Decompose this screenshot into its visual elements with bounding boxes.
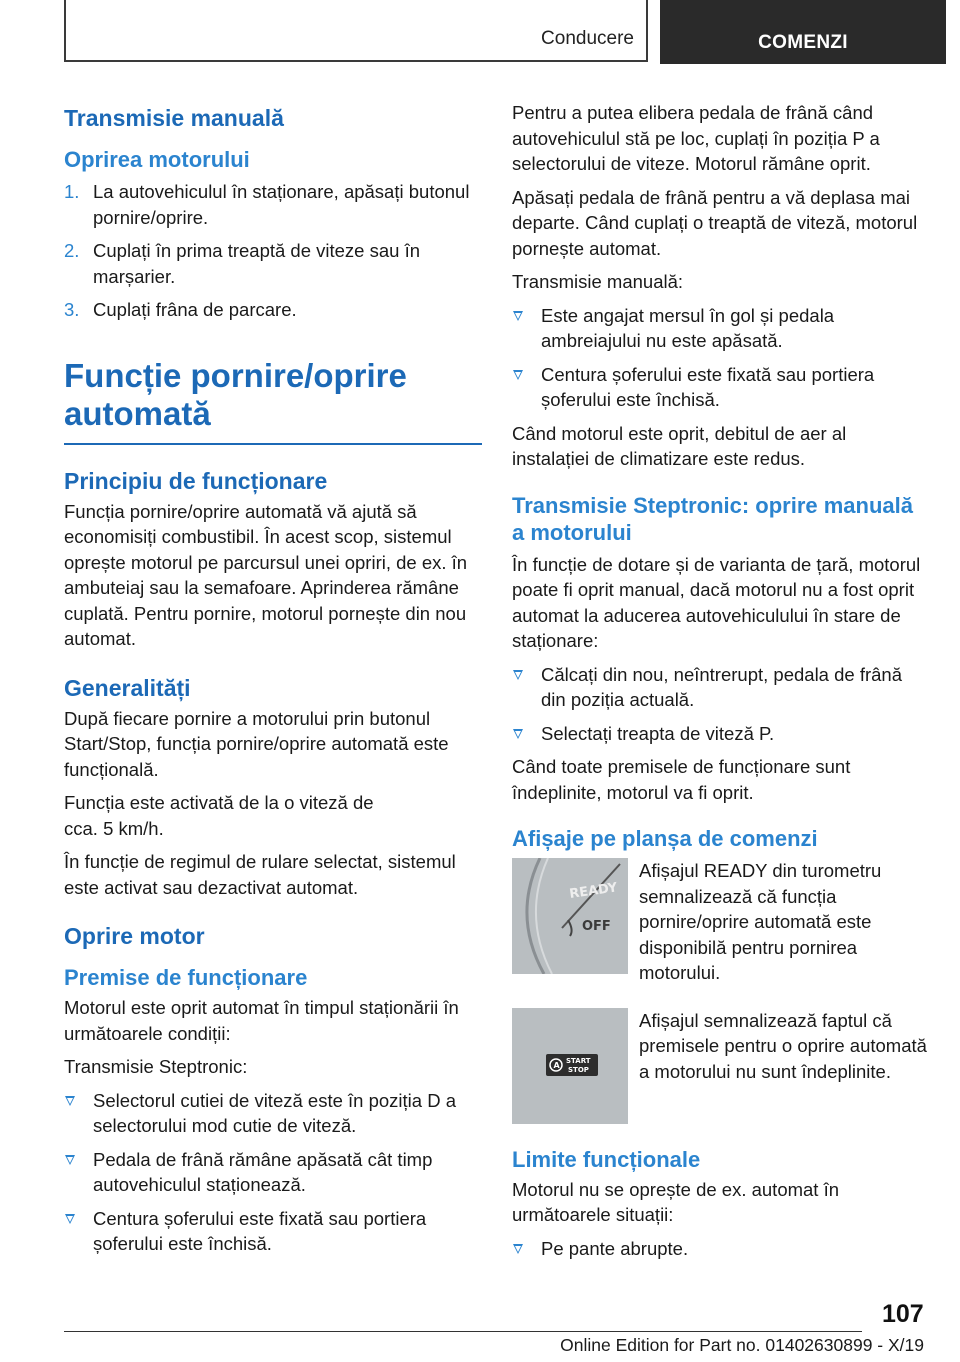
bullet-text: Pedala de frână rămâne apăsată cât timp autovehiculul staționează.: [93, 1148, 433, 1195]
list-triangle-icon: [513, 670, 523, 680]
list-item: [64, 238, 482, 289]
figure-ready-caption: [639, 858, 928, 986]
paragraph-generalitati-3: În funcție de regimul de rulare selectat, sistemul este activat sau dezactivat automat.: [64, 851, 456, 898]
paragraph-indeplinite: Când toate premisele de funcționare sunt îndeplinite, motorul va fi oprit.: [512, 756, 851, 803]
ready-label: READY: [568, 880, 619, 902]
list-item: [64, 1206, 482, 1257]
list-triangle-icon: [65, 1214, 75, 1224]
stop-label: STOP: [568, 1065, 589, 1074]
list-item: [64, 1088, 482, 1139]
bullet-text: Selectorul cutiei de viteză este în poziția D a selectorului mod cutie de viteză.: [93, 1089, 456, 1136]
paragraph-intro: Pentru a putea elibera pedala de frână când autovehiculul stă pe loc, cuplați în poziția P a selectorului de viteze. Motorul rămâne oprit.: [512, 102, 880, 174]
heading-steptronic-manual: Transmisie Steptronic: oprire manuală a motorului: [512, 492, 914, 545]
heading-transmisie-manuala: Transmisie manuală: [64, 105, 284, 131]
paragraph-generalitati-1: După fiecare pornire a motorului prin butonul Start/Stop, funcția pornire/oprire automată este funcțională.: [64, 707, 449, 780]
paragraph-steptronic-label: Transmisie Steptronic:: [64, 1056, 248, 1077]
page-number: 107: [882, 1300, 924, 1328]
bullet-text: Selectați treapta de viteză P.: [541, 722, 775, 744]
off-label: OFF: [582, 919, 611, 934]
figure-warning-text: Afișajul semnalizează faptul că premisele pentru o oprire automată a motorului nu sunt îndeplinite.: [639, 1009, 927, 1082]
bullet-text: Călcați din nou, neîntrerupt, pedala de frână din poziția actuală.: [541, 663, 902, 710]
list-item: [512, 721, 928, 747]
header-frame: [64, 0, 648, 62]
bullet-list-limite: [512, 1236, 928, 1262]
bullet-list-steptronic: [64, 1088, 482, 1257]
footer-edition: Online Edition for Part no. 01402630899 - X/19: [560, 1335, 924, 1355]
list-triangle-icon: [65, 1096, 75, 1106]
heading-oprire-motor: Oprire motor: [64, 923, 205, 949]
bullet-list-steptronic-stop: [512, 662, 928, 747]
paragraph-principiu: Funcția pornire/oprire automată vă ajută să economisiți combustibil. În acest scop, sistemul oprește motorul pe parcursul unei opriri, de ex. în ambuteiaj sau la semafoare. Aprinderea rămâne cuplată. Pentru pornire, motorul pornește din nou automat.: [64, 500, 468, 649]
start-stop-illustration: [512, 1008, 628, 1124]
header-section-title: Conducere: [541, 28, 634, 49]
list-item: [64, 179, 482, 230]
bullet-text: Pe pante abrupte.: [541, 1237, 689, 1259]
list-item: [64, 1147, 482, 1198]
step-number: 3.: [64, 299, 80, 320]
paragraph-limite: Motorul nu se oprește de ex. automat în următoarele situații:: [512, 1178, 840, 1225]
heading-oprirea-motorului: Oprirea motorului: [64, 147, 250, 172]
step-text: Cuplați în prima treaptă de viteze sau în marșarier.: [93, 240, 421, 287]
paragraph-steptronic: În funcție de dotare și de varianta de țară, motorul poate fi oprit manual, dacă motorul nu a fost oprit automat la aducerea autovehiculului în stare de staționare:: [512, 553, 921, 651]
tachometer-ready-display: [512, 858, 628, 974]
heading-principiu: Principiu de funcționare: [64, 467, 328, 494]
list-triangle-icon: [65, 1155, 75, 1165]
paragraph-generalitati-2: Funcția este activată de la o viteză de cca. 5 km/h.: [64, 792, 374, 839]
list-triangle-icon: [513, 729, 523, 739]
left-column: [64, 100, 482, 1265]
list-item: [512, 662, 928, 713]
step-text: Cuplați frâna de parcare.: [93, 299, 297, 320]
bullet-text: Este angajat mersul în gol și pedala ambreiajului nu este apăsată.: [541, 304, 835, 351]
list-triangle-icon: [513, 1244, 523, 1254]
bullet-text: Centura șoferului este fixată sau portiera șoferului este închisă.: [541, 363, 875, 410]
tachometer-illustration: [512, 858, 628, 974]
list-item: [512, 303, 928, 354]
svg-text:A: A: [553, 1060, 560, 1070]
heading-premise: Premise de funcționare: [64, 965, 308, 990]
list-item: [512, 1236, 928, 1262]
paragraph-premise: Motorul este oprit automat în timpul staționării în următoarele condiții:: [64, 997, 459, 1044]
list-item: [512, 362, 928, 413]
step-text: La autovehiculul în staționare, apăsați butonul pornire/oprire.: [93, 181, 470, 228]
list-triangle-icon: [513, 370, 523, 380]
footer-divider: [64, 1331, 862, 1332]
list-triangle-icon: [513, 311, 523, 321]
figure-ready-display: [512, 858, 928, 986]
figure-warning-caption: [639, 1008, 928, 1124]
figure-start-stop-warning: [512, 1008, 928, 1124]
heading-limite: Limite funcționale: [512, 1146, 701, 1172]
bullet-text: Centura șoferului este fixată sau portiera șoferului este închisă.: [93, 1207, 427, 1254]
step-number: 1.: [64, 181, 80, 202]
start-stop-warning-display: [512, 1008, 628, 1124]
paragraph-deplasa: Apăsați pedala de frână pentru a vă deplasa mai departe. Când cuplați o treaptă de viteză, motorul pornește automat.: [512, 186, 918, 259]
heading-afisaje: Afișaje pe planșa de comenzi: [512, 826, 818, 851]
chapter-title: Funcție pornire/oprire automată: [64, 357, 482, 445]
paragraph-manual-label: Transmisie manuală:: [512, 271, 684, 292]
paragraph-climatizare: Când motorul este oprit, debitul de aer al instalației de climatizare este redus.: [512, 422, 847, 469]
header-chapter-tab: COMENZI: [660, 0, 946, 64]
heading-generalitati: Generalități: [64, 674, 191, 701]
figure-ready-text: Afișajul READY din turometru semnalizează că funcția pornire/oprire automată este disponibilă pentru pornirea motorului.: [639, 860, 882, 983]
bullet-list-manual: [512, 303, 928, 413]
step-number: 2.: [64, 240, 80, 261]
list-item: [64, 297, 482, 323]
right-column: [512, 100, 928, 1269]
numbered-steps: [64, 179, 482, 323]
start-label: START: [566, 1056, 591, 1065]
